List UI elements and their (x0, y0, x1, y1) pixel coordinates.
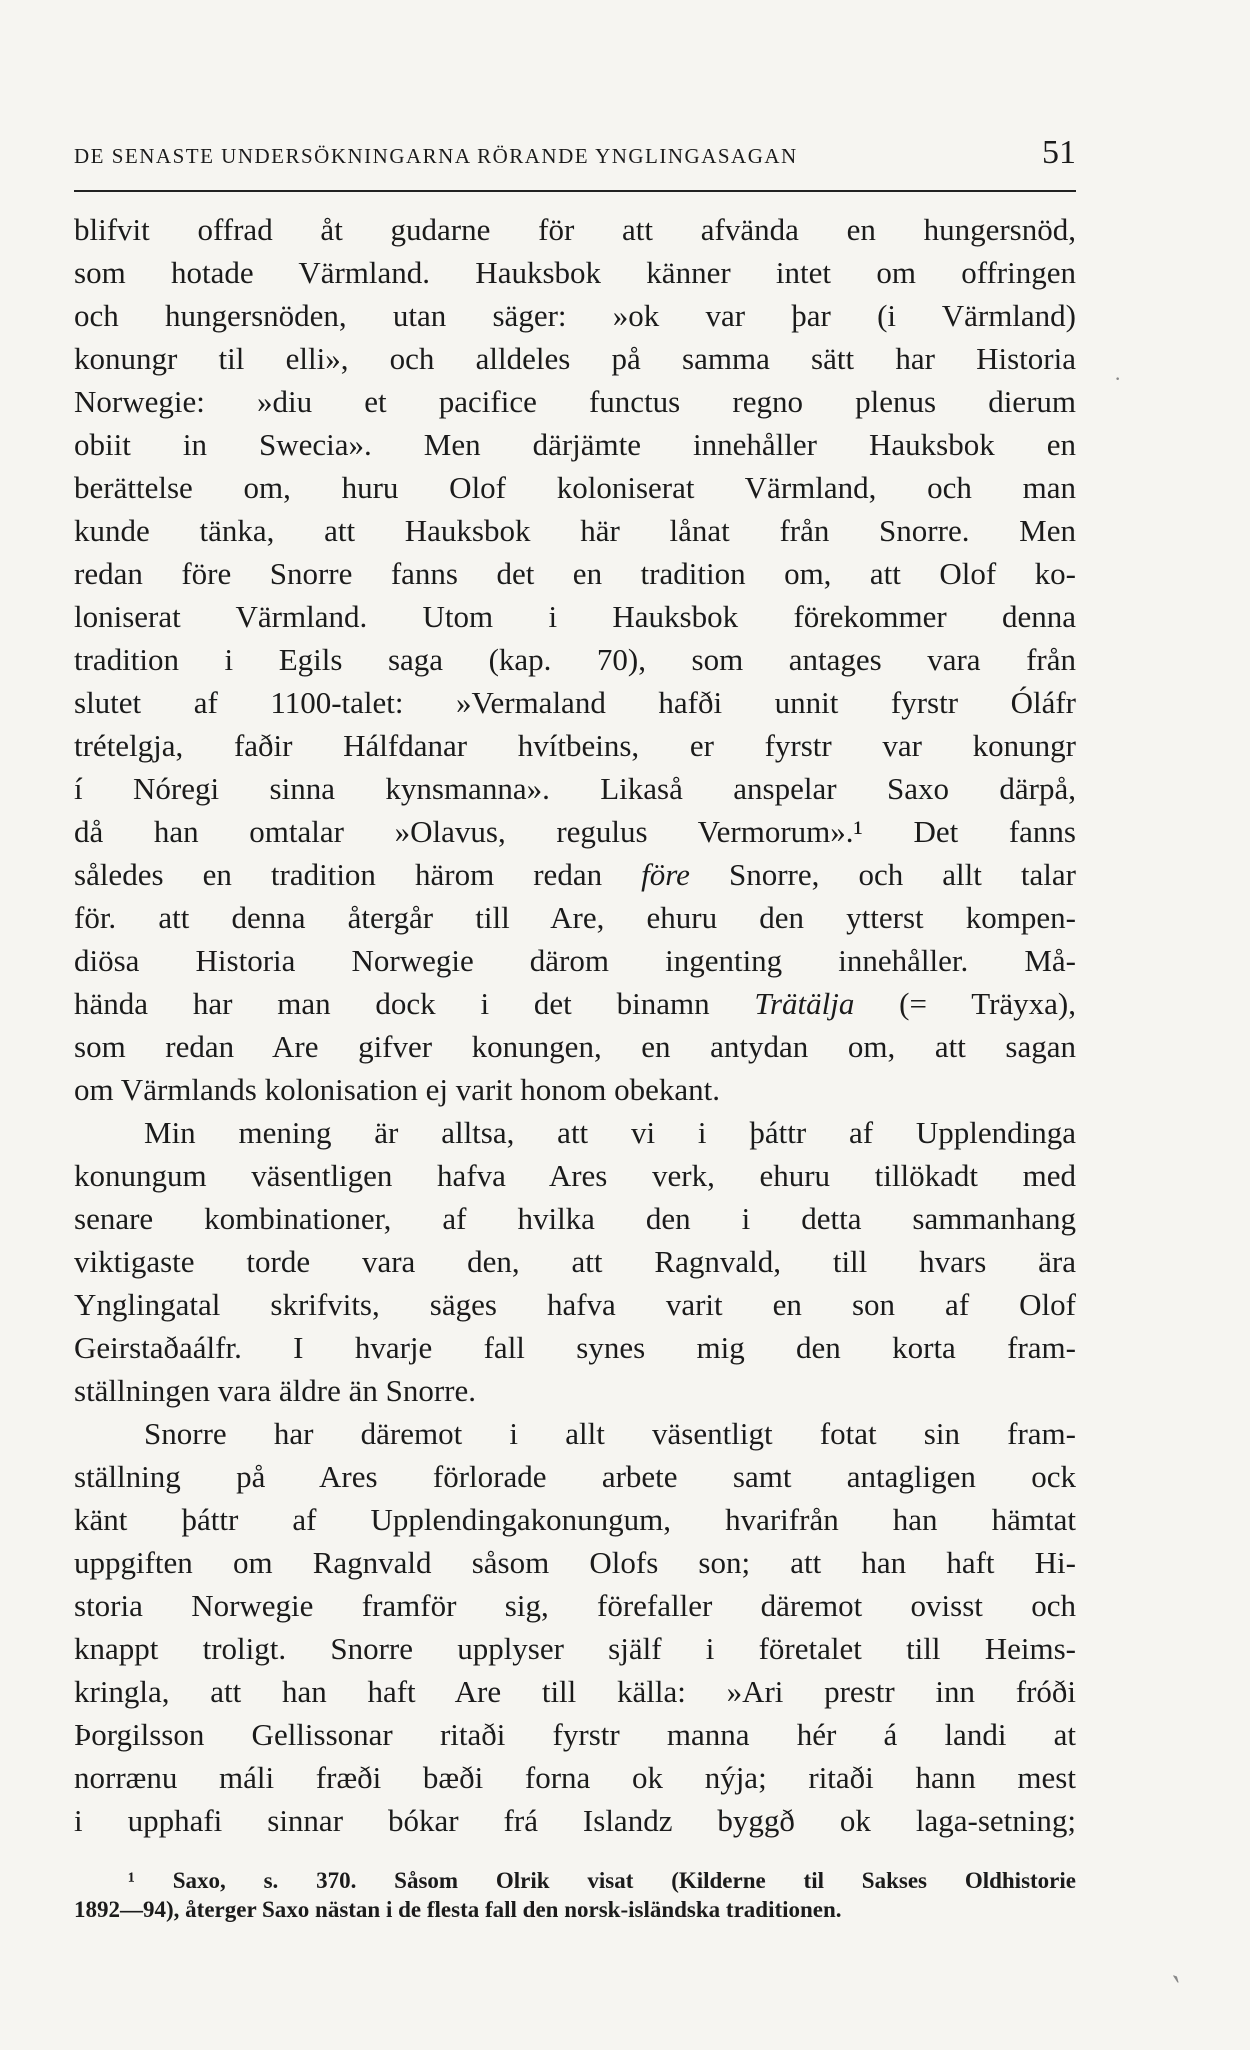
text-line: kringla, att han haft Are till källa: »Ari prestr inn fróði (74, 1674, 1076, 1709)
text-line: Norwegie: »diu et pacifice functus regno plenus dierum (74, 384, 1076, 419)
text-line: knappt troligt. Snorre upplyser själf i företalet till Heims- (74, 1631, 1076, 1666)
text-line: Ynglingatal skrifvits, säges hafva varit en son af Olof (74, 1287, 1076, 1322)
text-line: för. att denna återgår till Are, ehuru den ytterst kompen- (74, 900, 1076, 935)
text-line: senare kombinationer, af hvilka den i detta sammanhang (74, 1201, 1076, 1236)
footnote-line: 1892—94), återger Saxo nästan i de flesta fall den norsk-isländska traditionen. (74, 1897, 842, 1922)
text-line: i upphafi sinnar bókar frá Islandz byggð ok laga-setning; (74, 1803, 1076, 1838)
text-line: uppgiften om Ragnvald såsom Olofs son; att han haft Hi- (74, 1545, 1076, 1580)
text-line: norrænu máli fræði bæði forna ok nýja; ritaði hann mest (74, 1760, 1076, 1795)
text-line: Þorgilsson Gellissonar ritaði fyrstr manna hér á landi at (74, 1717, 1076, 1752)
text-line: Geirstaðaálfr. I hvarje fall synes mig den korta fram- (74, 1330, 1076, 1365)
margin-dot: · (1114, 366, 1122, 391)
paragraph-3 (74, 1412, 1076, 1842)
text-line: blifvit offrad åt gudarne för att afvända en hungersnöd, (74, 212, 1076, 247)
text-fragment: (= Träyxa), (854, 986, 1076, 1021)
text-line: trételgja, faðir Hálfdanar hvítbeins, er fyrstr var konungr (74, 728, 1076, 763)
text-line: ställning på Ares förlorade arbete samt antagligen ock (74, 1459, 1076, 1494)
text-line: om Värmlands kolonisation ej varit honom obekant. (74, 1072, 721, 1107)
text-line: obiit in Swecia». Men därjämte innehåller Hauksbok en (74, 427, 1076, 462)
text-fragment: hända har man dock i det binamn (74, 986, 755, 1021)
text-line: redan före Snorre fanns det en tradition om, att Olof ko- (74, 556, 1076, 591)
page-number: 51 (1042, 134, 1076, 171)
italic-word: Trätälja (754, 986, 855, 1021)
paragraph-1 (74, 208, 1076, 1111)
text-line: berättelse om, huru Olof koloniserat Värmland, och man (74, 470, 1076, 505)
text-line: loniserat Värmland. Utom i Hauksbok förekommer denna (74, 599, 1076, 634)
text-line: diösa Historia Norwegie därom ingenting innehåller. Må- (74, 943, 1076, 978)
text-line: slutet af 1100-talet: »Vermaland hafði unnit fyrstr Óláfr (74, 685, 1076, 720)
italic-word: före (641, 857, 690, 892)
text-line: ställningen vara äldre än Snorre. (74, 1373, 476, 1408)
text-line: då han omtalar »Olavus, regulus Vermorum».¹ Det fanns (74, 814, 1076, 849)
text-line (74, 853, 1076, 896)
text-line: Snorre har däremot i allt väsentligt fotat sin fram- (144, 1416, 1076, 1451)
text-line: tradition i Egils saga (kap. 70), som antages vara från (74, 642, 1076, 677)
pencil-tick: ˏ (1169, 1942, 1195, 1984)
text-line: í Nóregi sinna kynsmanna». Likaså anspelar Saxo därpå, (74, 771, 1076, 806)
text-line: som redan Are gifver konungen, en antydan om, att sagan (74, 1029, 1076, 1064)
paragraph-2 (74, 1111, 1076, 1412)
footnotes (74, 1866, 1076, 1924)
book-page (74, 130, 1076, 1924)
text-fragment: således en tradition härom redan (74, 857, 642, 892)
footnote-line: ¹ Saxo, s. 370. Såsom Olrik visat (Kilderne til Sakses Oldhistorie (128, 1868, 1076, 1893)
text-line: konungr til elli», och alldeles på samma sätt har Historia (74, 341, 1076, 376)
running-title: DE SENASTE UNDERSÖKNINGARNA RÖRANDE YNGLINGASAGAN (74, 144, 798, 168)
text-line: konungum väsentligen hafva Ares verk, ehuru tillökadt med (74, 1158, 1076, 1193)
text-line: som hotade Värmland. Hauksbok känner intet om offringen (74, 255, 1076, 290)
text-line: viktigaste torde vara den, att Ragnvald, till hvars ära (74, 1244, 1076, 1279)
text-fragment: Snorre, och allt talar (689, 857, 1076, 892)
text-line (74, 982, 1076, 1025)
text-line: känt þáttr af Upplendingakonungum, hvarifrån han hämtat (74, 1502, 1076, 1537)
header-rule (74, 190, 1076, 192)
running-head (74, 130, 1076, 174)
text-line: och hungersnöden, utan säger: »ok var þar (i Värmland) (74, 298, 1076, 333)
text-line: Min mening är alltsa, att vi i þáttr af Upplendinga (144, 1115, 1076, 1150)
text-line: kunde tänka, att Hauksbok här lånat från Snorre. Men (74, 513, 1076, 548)
text-line: storia Norwegie framför sig, förefaller däremot ovisst och (74, 1588, 1076, 1623)
